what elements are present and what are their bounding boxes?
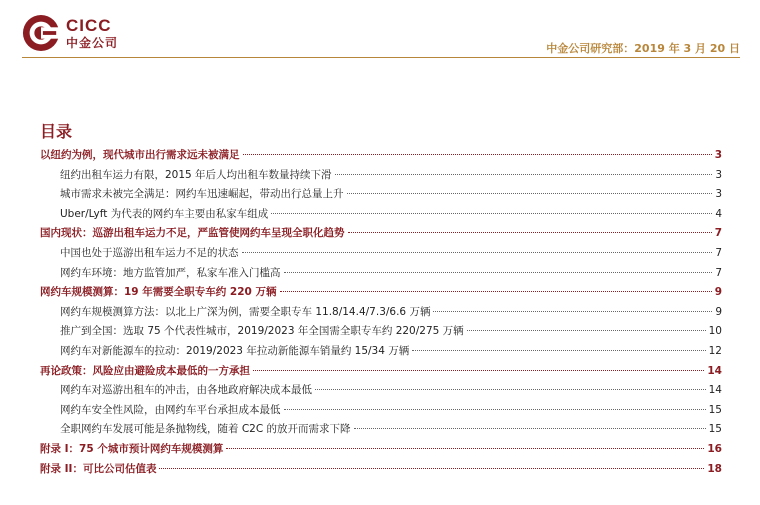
- toc-dot-leader: [354, 428, 706, 429]
- toc-subsection-entry[interactable]: [40, 343, 722, 363]
- toc-entry-text: 附录 I：75 个城市预计网约车规模测算: [40, 442, 224, 455]
- header-divider: [22, 57, 740, 58]
- toc-entry-text: 再论政策：风险应由避险成本最低的一方承担: [40, 364, 250, 377]
- toc-entry-text: 网约车环境：地方监管加严，私家车准入门槛高: [60, 266, 281, 279]
- toc-dot-leader: [253, 370, 704, 371]
- toc-page-number: 4: [715, 207, 722, 220]
- toc-title: 目录: [40, 122, 73, 141]
- toc-dot-leader: [412, 350, 705, 351]
- logo-chinese-text: 中金公司: [66, 36, 119, 50]
- toc-subsection-entry[interactable]: [40, 304, 722, 324]
- toc-entry-text: 纽约出租车运力有限，2015 年后人均出租车数量持续下滑: [60, 168, 332, 181]
- toc-subsection-entry[interactable]: [40, 245, 722, 265]
- toc-page-number: 9: [714, 286, 722, 299]
- toc-dot-leader: [335, 174, 713, 175]
- toc-page-number: 14: [708, 384, 722, 397]
- toc-page-number: 14: [707, 364, 722, 377]
- toc-entry-text: 网约车规模测算方法：以北上广深为例，需要全职专车 11.8/14.4/7.3/6.6 万辆: [60, 305, 431, 318]
- toc-entry-text: 网约车安全性风险，由网约车平台承担成本最低: [60, 403, 281, 416]
- toc-entry-text: 国内现状：巡游出租车运力不足，严监管使网约车呈现全职化趋势: [40, 227, 345, 240]
- toc-dot-leader: [433, 311, 712, 312]
- toc-dot-leader: [467, 330, 706, 331]
- toc-dot-leader: [159, 468, 704, 469]
- logo-english-text: CICC: [66, 16, 112, 35]
- toc-entry-text: 附录 II：可比公司估值表: [40, 462, 157, 475]
- toc-page-number: 3: [714, 149, 722, 161]
- toc-page-number: 15: [708, 403, 722, 416]
- toc-subsection-entry[interactable]: [40, 421, 722, 441]
- report-date: 中金公司研究部：2019 年 3 月 20 日: [546, 42, 740, 55]
- toc-dot-leader: [280, 291, 712, 292]
- toc-page-number: 18: [707, 462, 722, 475]
- toc-subsection-entry[interactable]: [40, 206, 722, 226]
- toc-entry-text: 以纽约为例，现代城市出行需求远未被满足: [40, 149, 240, 161]
- toc-entry-text: 网约车对新能源车的拉动：2019/2023 年拉动新能源车销量约 15/34 万辆: [60, 344, 410, 357]
- toc-page-number: 9: [715, 305, 722, 318]
- toc-page-number: 7: [715, 266, 722, 279]
- page-header: [0, 0, 760, 60]
- toc-subsection-entry[interactable]: [40, 402, 722, 422]
- toc-page-number: 7: [715, 246, 722, 259]
- toc-page-number: 3: [715, 188, 722, 201]
- toc-dot-leader: [284, 409, 706, 410]
- toc-entry-text: 中国也处于巡游出租车运力不足的状态: [60, 246, 239, 259]
- toc-dot-leader: [348, 232, 712, 233]
- toc-section-entry[interactable]: [40, 225, 722, 245]
- toc-page-number: 3: [715, 168, 722, 181]
- toc-entry-text: Uber/Lyft 为代表的网约车主要由私家车组成: [60, 207, 269, 220]
- table-of-contents: [40, 147, 722, 480]
- toc-section-entry[interactable]: [40, 147, 722, 167]
- toc-section-entry[interactable]: [40, 363, 722, 383]
- toc-section-entry[interactable]: [40, 461, 722, 481]
- toc-dot-leader: [242, 252, 713, 253]
- toc-section-entry[interactable]: [40, 284, 722, 304]
- toc-entry-text: 网约车规模测算：19 年需要全职专车约 220 万辆: [40, 286, 277, 299]
- toc-page-number: 12: [708, 344, 722, 357]
- toc-page-number: 16: [707, 442, 722, 455]
- toc-entry-text: 网约车对巡游出租车的冲击，由各地政府解决成本最低: [60, 384, 312, 397]
- toc-subsection-entry[interactable]: [40, 382, 722, 402]
- toc-dot-leader: [226, 448, 704, 449]
- toc-page-number: 7: [714, 227, 722, 240]
- toc-entry-text: 城市需求未被完全满足：网约车迅速崛起，带动出行总量上升: [60, 188, 344, 201]
- toc-dot-leader: [315, 389, 706, 390]
- toc-subsection-entry[interactable]: [40, 167, 722, 187]
- toc-page-number: 10: [708, 325, 722, 338]
- toc-subsection-entry[interactable]: [40, 265, 722, 285]
- cicc-logo-icon: [22, 14, 60, 52]
- toc-subsection-entry[interactable]: [40, 323, 722, 343]
- toc-subsection-entry[interactable]: [40, 186, 722, 206]
- toc-entry-text: 推广到全国：选取 75 个代表性城市，2019/2023 年全国需全职专车约 220/275 万辆: [60, 325, 464, 338]
- toc-page-number: 15: [708, 423, 722, 436]
- toc-dot-leader: [347, 193, 713, 194]
- toc-dot-leader: [243, 154, 712, 155]
- toc-section-entry[interactable]: [40, 441, 722, 461]
- cicc-logo: [22, 14, 118, 52]
- toc-dot-leader: [271, 213, 712, 214]
- toc-entry-text: 全职网约车发展可能是条抛物线，随着 C2C 的放开而需求下降: [60, 423, 351, 436]
- toc-dot-leader: [284, 272, 713, 273]
